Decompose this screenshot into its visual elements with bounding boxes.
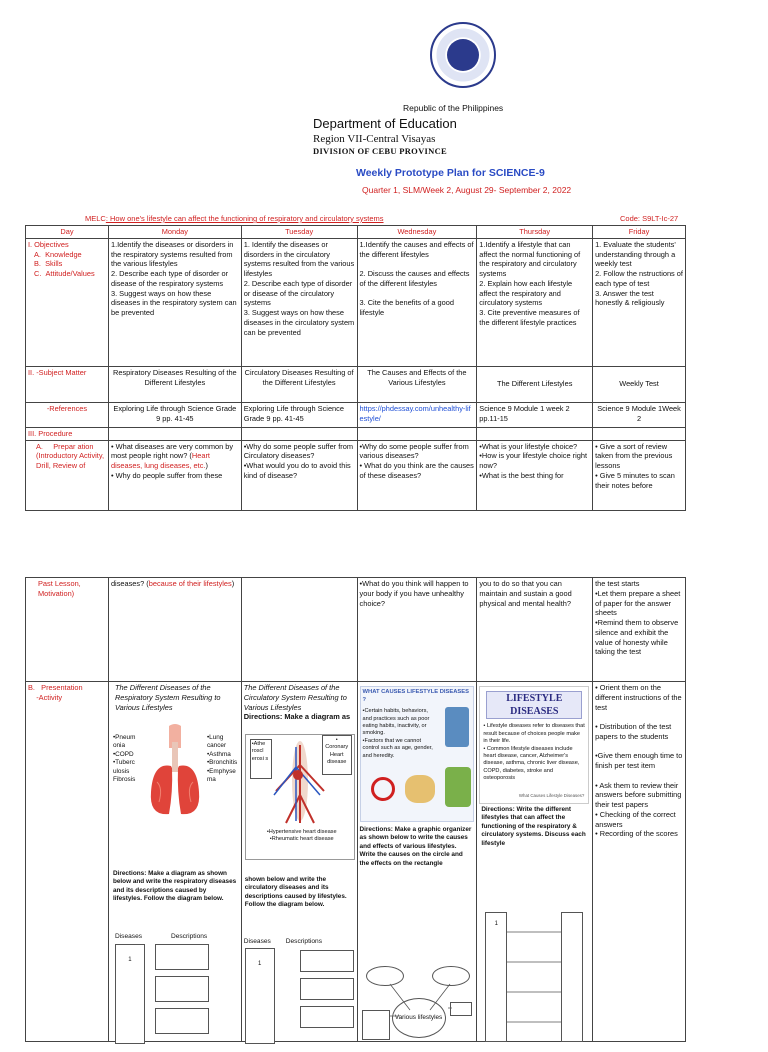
various-lifestyles-circle: Various lifestyles	[392, 998, 446, 1038]
wednesday-directions: Directions: Make a graphic organizer as shown below to write the causes and effects of various lifestyles. Write the causes on the circle and the effects on the rectangle	[359, 826, 472, 867]
lifestyle-causes-image: WHAT CAUSES LIFESTYLE DISEASES ? •Certain habits, behaviors, and practices such as poor eating habits, inactivity, or smoking. •Factors that we cannot control such as age, gender, and heredity.	[360, 686, 474, 822]
references-tuesday: Exploring Life through Science Grade 9 pp. 41-45	[241, 402, 357, 427]
objectives-thursday: 1.Identify a lifestyle that can affect the normal functioning of the respiratory and circulatory systems 2. Explain how each lifestyle affect the respiratory and circulatory systems 3. Cite preventive measures of the different lifestyle practices	[477, 238, 593, 366]
procedure-label: III. Procedure	[26, 427, 109, 440]
plan-title: Weekly Prototype Plan for SCIENCE-9	[356, 167, 545, 179]
tuesday-directions: shown below and write the circulatory diseases and its descriptions caused by lifestyles. Follow the diagram below.	[244, 876, 347, 909]
objective-attitude: C. Attitude/Values	[34, 269, 95, 279]
monday-descriptions-label: Descriptions	[170, 933, 208, 940]
objectives-tuesday: 1. Identify the diseases or disorders in the circulatory systems resulted from the various lifestyles 2. Describe each type of disorder or disease of the circulatory systems 3. Suggest ways on how these diseases in the circulatory system can be prevented	[241, 238, 357, 366]
preparation-monday: • What diseases are very common by most people right now? (Heart diseases, lung diseases, etc.) • Why do people suffer from these	[108, 440, 241, 510]
header-tuesday: Tuesday	[241, 226, 357, 239]
header-monday: Monday	[108, 226, 241, 239]
atherosclerosis-label: •Athe roscl erosi s	[250, 739, 272, 779]
presentation-monday	[108, 682, 241, 1042]
presentation-wednesday	[357, 682, 477, 1042]
code-label: Code: S9LT-Ic-27	[620, 214, 679, 223]
tuesday-desc-box-3	[300, 1006, 354, 1028]
lifestyle-chain-right	[561, 912, 583, 1042]
header-friday: Friday	[593, 226, 686, 239]
monday-disease-chain: 1	[115, 944, 145, 1044]
objective-knowledge: A. Knowledge	[34, 249, 82, 259]
lifestyle-chain-left: 1	[485, 912, 507, 1042]
objectives-monday: 1.Identify the diseases or disorders in the respiratory systems resulted from the various lifestyles 2. Describe each type of disorder or disease of the respiratory systems 3. Suggest ways on how these diseases in the respiratory system can be prevented	[108, 238, 241, 366]
preparation-label-cont: Past Lesson, Motivation)	[26, 578, 109, 682]
circulatory-title: The Different Diseases of the Circulatory System Resulting to Various Lifestyles	[243, 683, 347, 712]
tuesday-directions-head: Directions: Make a diagram as	[243, 712, 351, 722]
lifestyle-diseases-image: LIFESTYLE DISEASES • Lifestyle diseases refer to diseases that result because of choices people make in their life. • Common lifestyle diseases include heart disease, cancer, Alzheimer's disease, asthma, chronic liver disease, COPD, diabetes, stroke and osteoporosis What Causes Lifestyle Diseases?	[479, 686, 589, 804]
circulatory-illustration	[245, 734, 355, 860]
objectives-label-cell	[26, 238, 109, 366]
monday-directions: Directions: Make a diagram as shown below and write the respiratory diseases and its descriptions caused by lifestyles. Follow the diagram below.	[112, 870, 237, 903]
coronary-label: • Coronary Heart disease	[322, 735, 352, 775]
plan-table-top	[25, 225, 686, 511]
subject-tuesday: Circulatory Diseases Resulting of the Different Lifestyles	[241, 366, 357, 402]
respiratory-list-left: •Pneum onia •COPD •Tuberc ulosis Fibrosis	[112, 734, 136, 784]
preparation-tuesday: •Why do some people suffer from Circulatory diseases? •What would you do to avoid this kind of disease?	[241, 440, 357, 510]
preparation-wednesday: •Why do some people suffer from various diseases? • What do you think are the causes of these diseases?	[357, 440, 477, 510]
tuesday-disease-chain: 1	[245, 948, 275, 1044]
header-thursday: Thursday	[477, 226, 593, 239]
objectives-wednesday: 1.Identify the causes and effects of the different lifestyles 2. Discuss the causes and effects of the different lifestyles 3. Cite the benefits of a good lifestyle	[357, 238, 477, 366]
department-text: Department of Education	[313, 116, 457, 131]
preparation-thursday-cont: you to do so that you can maintain and sustain a good physical and mental health?	[477, 578, 593, 682]
preparation-thursday: •What is your lifestyle choice? •How is your lifestyle choice right now? •What is the best thing for	[477, 440, 593, 510]
references-wednesday-link[interactable]: https://phdessay.com/unhealthy-lifestyle/	[357, 402, 477, 427]
tuesday-desc-box-2	[300, 978, 354, 1000]
monday-desc-box-2	[155, 976, 209, 1002]
tuesday-diseases-label: Diseases	[243, 938, 271, 945]
monday-desc-box-3	[155, 1008, 209, 1034]
references-friday: Science 9 Module 1Week 2	[593, 402, 686, 427]
references-label: -References	[26, 402, 109, 427]
presentation-tuesday	[241, 682, 357, 1042]
lungs-illustration	[147, 722, 203, 822]
preparation-label: A. Prepar ation (Introductory Activity, Drill, Review of	[26, 440, 109, 510]
melc-line: MELC: How one's lifestyle can affect the functioning of respiratory and circulatory systems	[85, 214, 384, 223]
subject-friday: Weekly Test	[593, 366, 686, 402]
thursday-directions: Directions: Write the different lifestyles that can affect the functioning of the respiratory & circulatory systems. Discuss each lifestyle	[481, 806, 586, 847]
objectives-friday: 1. Evaluate the students' understanding through a weekly test 2. Follow the nstructions of each type of test 3. Answer the test honestly & religiously	[593, 238, 686, 366]
deped-seal	[430, 22, 496, 88]
preparation-friday-cont: the test starts •Let them prepare a sheet of paper for the answer sheets •Remind them to observe silence and exhibit the value of honesty while taking the test	[593, 578, 686, 682]
presentation-label: B. Presentation -Activity	[26, 682, 109, 1042]
objective-skills: B. Skills	[34, 259, 63, 269]
quarter-line: Quarter 1, SLM/Week 2, August 29- September 2, 2022	[362, 185, 572, 195]
monday-desc-box-1	[155, 944, 209, 970]
presentation-thursday	[477, 682, 593, 1042]
subject-thursday: The Different Lifestyles	[477, 366, 593, 402]
respiratory-list-right: •Lung cancer •Asthma •Bronchitis •Emphyse ma	[206, 734, 238, 784]
plan-table-bottom	[25, 577, 686, 1042]
preparation-wednesday-cont: •What do you think will happen to your body if you have unhealthy choice?	[357, 578, 477, 682]
subject-label: II. -Subject Matter	[26, 366, 109, 402]
objectives-label: I. Objectives	[28, 239, 69, 249]
tuesday-desc-box-1	[300, 950, 354, 972]
subject-monday: Respiratory Diseases Resulting of the Different Lifestyles	[108, 366, 241, 402]
references-monday: Exploring Life through Science Grade 9 pp. 41-45	[108, 402, 241, 427]
hypertensive-label: •Hypertensive heart disease •Rheumatic heart disease	[266, 829, 337, 843]
monday-diseases-label: Diseases	[114, 933, 143, 940]
references-thursday: Science 9 Module 1 week 2 pp.11-15	[477, 402, 593, 427]
preparation-tuesday-cont	[241, 578, 357, 682]
organizer-connectors	[360, 972, 476, 1052]
republic-text: Republic of the Philippines	[403, 103, 504, 113]
presentation-friday: • Orient them on the different instructions of the test • Distribution of the test papers to the students •Give them enough time to finish per test item • Ask them to review their answers before submitting their test papers • Checking of the correct answers • Recording of the scores	[593, 682, 686, 1042]
header-wednesday: Wednesday	[357, 226, 477, 239]
preparation-monday-cont: diseases? (because of their lifestyles)	[108, 578, 241, 682]
division-text: DIVISION OF CEBU PROVINCE	[313, 146, 447, 156]
header-day: Day	[26, 226, 109, 239]
respiratory-title: The Different Diseases of the Respiratory System Resulting to Various Lifestyles	[114, 683, 221, 712]
region-text: Region VII-Central Visayas	[313, 133, 436, 145]
preparation-friday: • Give a sort of review taken from the previous lessons • Give 5 minutes to scan their notes before	[593, 440, 686, 510]
tuesday-descriptions-label: Descriptions	[285, 938, 322, 945]
subject-wednesday: The Causes and Effects of the Various Lifestyles	[357, 366, 477, 402]
thursday-arrows	[507, 912, 563, 1042]
